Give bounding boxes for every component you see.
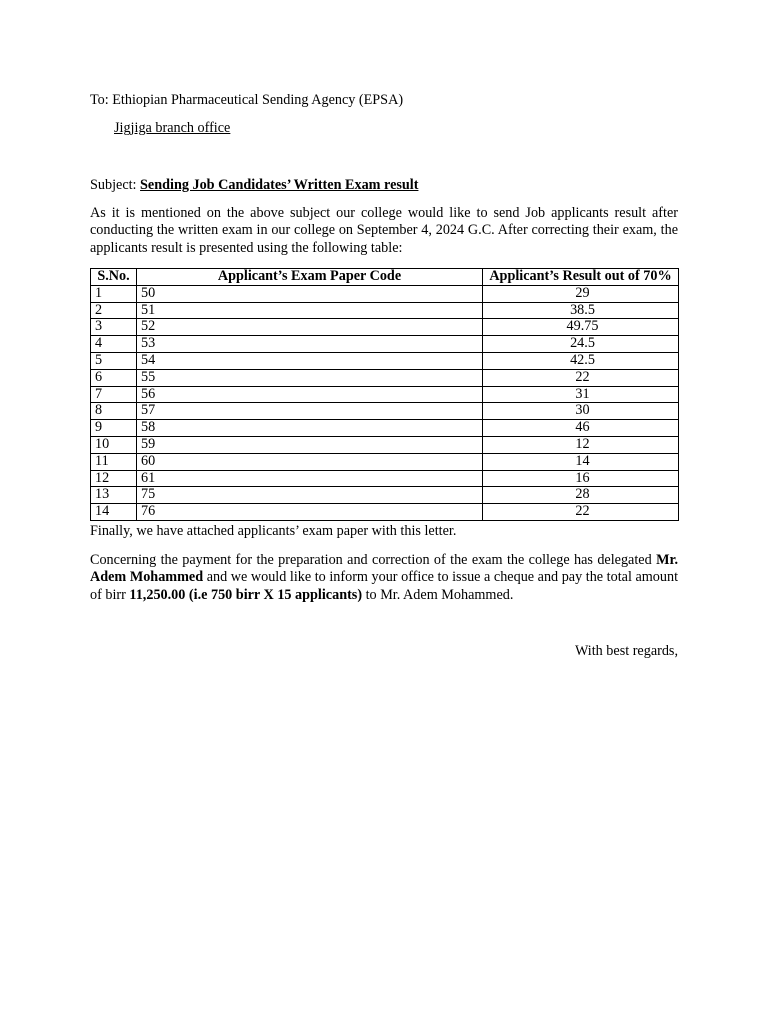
exam-code-cell: 75 (137, 487, 483, 504)
exam-code-cell: 57 (137, 403, 483, 420)
table-row (91, 420, 679, 437)
result-cell: 16 (483, 470, 679, 487)
exam-code-cell: 76 (137, 504, 483, 521)
result-cell: 22 (483, 369, 679, 386)
serial-number-cell: 10 (91, 436, 137, 453)
branch-office-line: Jigjiga branch office (114, 120, 231, 136)
exam-code-cell: 55 (137, 369, 483, 386)
exam-code-cell: 53 (137, 336, 483, 353)
serial-number-cell: 1 (91, 285, 137, 302)
serial-number-cell: 12 (91, 470, 137, 487)
serial-number-cell: 14 (91, 504, 137, 521)
result-cell: 12 (483, 436, 679, 453)
result-cell: 28 (483, 487, 679, 504)
table-row (91, 319, 679, 336)
result-cell: 49.75 (483, 319, 679, 336)
payment-text-part2: and we would like to inform your office to issue a cheque and pay the total amount of birr (90, 569, 679, 603)
result-cell: 38.5 (483, 302, 679, 319)
exam-code-cell: 58 (137, 420, 483, 437)
table-row (91, 386, 679, 403)
exam-code-cell: 59 (137, 436, 483, 453)
table-row (91, 470, 679, 487)
serial-number-cell: 7 (91, 386, 137, 403)
exam-code-cell: 51 (137, 302, 483, 319)
result-cell: 29 (483, 285, 679, 302)
result-cell: 30 (483, 403, 679, 420)
table-header-row (91, 269, 679, 286)
serial-number-cell: 3 (91, 319, 137, 336)
table-row (91, 352, 679, 369)
header-result: Applicant’s Result out of 70% (483, 269, 679, 286)
table-row (91, 436, 679, 453)
result-cell: 24.5 (483, 336, 679, 353)
result-cell: 42.5 (483, 352, 679, 369)
serial-number-cell: 2 (91, 302, 137, 319)
subject-text: Sending Job Candidates’ Written Exam result (140, 177, 419, 193)
delegate-name: Mr. Adem Mohammed (90, 552, 678, 586)
exam-code-cell: 52 (137, 319, 483, 336)
serial-number-cell: 13 (91, 487, 137, 504)
result-cell: 31 (483, 386, 679, 403)
table-row (91, 336, 679, 353)
exam-code-cell: 60 (137, 453, 483, 470)
table-row (91, 369, 679, 386)
payment-paragraph (90, 552, 678, 604)
serial-number-cell: 4 (91, 336, 137, 353)
header-exam-paper-code: Applicant’s Exam Paper Code (137, 269, 483, 286)
exam-code-cell: 50 (137, 285, 483, 302)
serial-number-cell: 8 (91, 403, 137, 420)
results-table (90, 268, 679, 521)
table-row (91, 487, 679, 504)
table-row (91, 285, 679, 302)
intro-paragraph: As it is mentioned on the above subject our college would like to send Job applicants result after conducting the written exam in our college on September 4, 2024 G.C. After correcting their exam, the applicants result is presented using the following table: (90, 205, 678, 256)
recipient-line: To: Ethiopian Pharmaceutical Sending Agency (EPSA) (90, 92, 404, 108)
attachment-note-paragraph: Finally, we have attached applicants’ exam paper with this letter. (90, 523, 457, 539)
subject-prefix: Subject: (90, 177, 141, 193)
payment-text-part1: Concerning the payment for the preparation and correction of the exam the college has delegated (90, 552, 657, 568)
serial-number-cell: 11 (91, 453, 137, 470)
result-cell: 46 (483, 420, 679, 437)
payment-text-part3: to Mr. Adem Mohammed. (362, 586, 514, 603)
exam-code-cell: 56 (137, 386, 483, 403)
serial-number-cell: 6 (91, 369, 137, 386)
payment-amount: 11,250.00 (i.e 750 birr X 15 applicants) (129, 586, 363, 603)
table-row (91, 403, 679, 420)
closing-salutation: With best regards, (574, 643, 678, 659)
exam-code-cell: 54 (137, 352, 483, 369)
result-cell: 14 (483, 453, 679, 470)
table-row (91, 504, 679, 521)
serial-number-cell: 9 (91, 420, 137, 437)
result-cell: 22 (483, 504, 679, 521)
subject-line (90, 177, 418, 194)
table-row (91, 302, 679, 319)
exam-code-cell: 61 (137, 470, 483, 487)
serial-number-cell: 5 (91, 352, 137, 369)
table-row (91, 453, 679, 470)
header-serial-number: S.No. (91, 269, 137, 286)
